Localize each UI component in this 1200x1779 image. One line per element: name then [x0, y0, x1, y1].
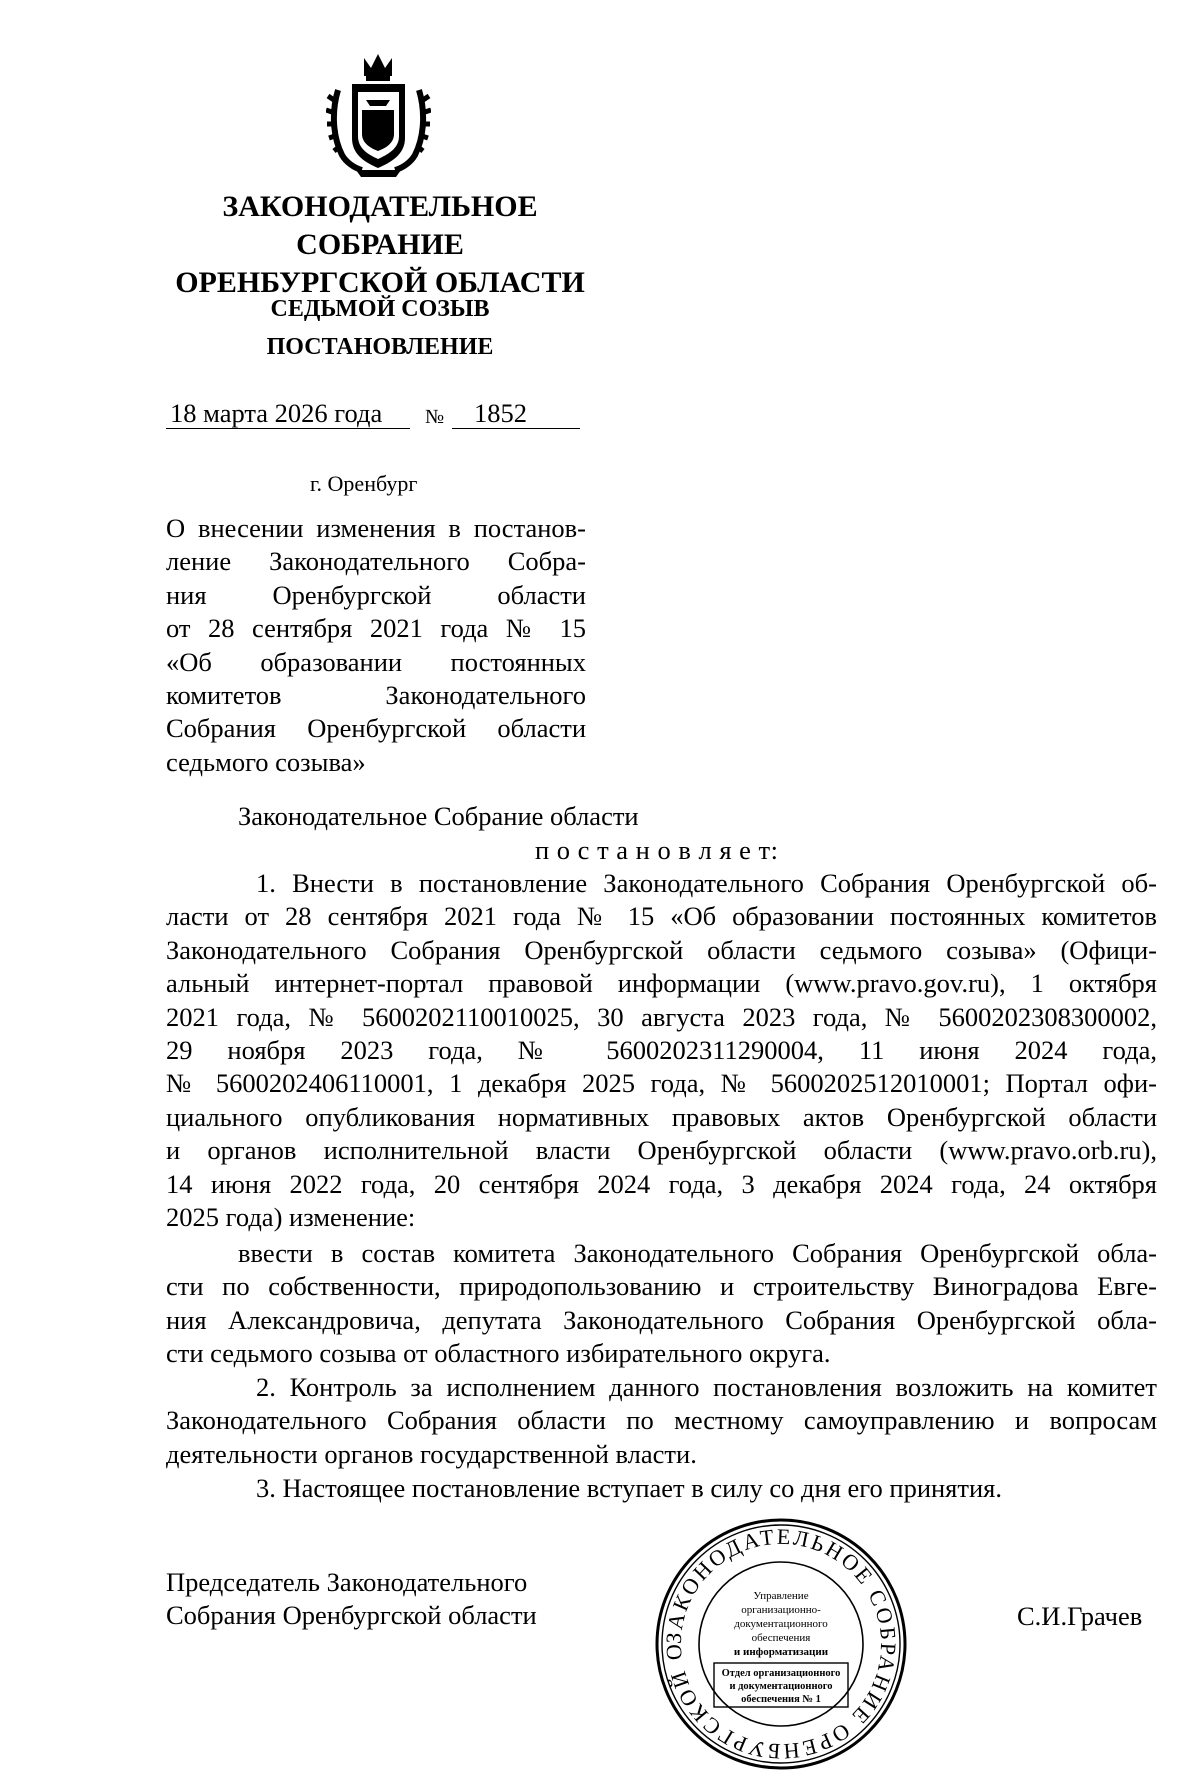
stamp-inner-line: и информатизации	[733, 1646, 829, 1658]
title-line: О внесении изменения в постанов-	[166, 513, 586, 543]
stamp-inner-line: организационно-	[741, 1604, 821, 1616]
paragraph-line: ласти от 28 сентября 2021 года № 15 «Об образовании постоянных комитетов	[166, 901, 1157, 932]
paragraph-line: 2. Контроль за исполнением данного постановления возложить на комитет	[256, 1372, 1157, 1402]
paragraph-line: 29 ноября 2023 года, № 5600202311290004, 11 июня 2024 года,	[166, 1035, 1157, 1066]
paragraph-line: 14 июня 2022 года, 20 сентября 2024 года, 3 декабря 2024 года, 24 октября	[166, 1168, 1157, 1199]
position-line2: Собрания Оренбургской области	[166, 1600, 537, 1631]
document-title	[166, 512, 586, 779]
resolves: п о с т а н о в л я е т:	[535, 835, 779, 865]
org-name-line2: СОБРАНИЕ	[296, 228, 464, 261]
paragraph-line: сти по собственности, природопользованию и строительству Виноградова Евге-	[166, 1271, 1157, 1302]
org-name-line1: ЗАКОНОДАТЕЛЬНОЕ	[222, 190, 538, 223]
coat-of-arms-emblem	[326, 50, 431, 180]
title-line: комитетов Законодательного	[166, 680, 586, 711]
paragraph-line: деятельности органов государственной власти.	[166, 1438, 697, 1469]
position-line1: Председатель Законодательного	[166, 1567, 528, 1597]
signatory-position	[166, 1566, 537, 1633]
paragraph-line: Законодательного Собрания области по местному самоуправлению и вопросам	[166, 1405, 1157, 1436]
paragraph-line: Законодательного Собрания Оренбургской области седьмого созыва» (Офици-	[166, 934, 1157, 965]
paragraph-line: и органов исполнительной власти Оренбургской области (www.pravo.orb.ru),	[166, 1135, 1157, 1166]
paragraph-line: 1. Внести в постановление Законодательного Собрания Оренбургской об-	[256, 868, 1157, 898]
title-line: «Об образовании постоянных	[166, 646, 586, 677]
stamp-inner-line: документационного	[734, 1618, 828, 1630]
title-line: от 28 сентября 2021 года № 15	[166, 613, 586, 644]
paragraph-line: 2021 года, № 5600202110010025, 30 августа 2023 года, № 5600202308300002,	[166, 1001, 1157, 1032]
title-line: седьмого созыва»	[166, 746, 366, 777]
doc-number-text: 1852	[474, 398, 527, 428]
official-stamp	[651, 1514, 911, 1774]
paragraph-line: 2025 года) изменение:	[166, 1202, 416, 1233]
paragraph-2	[166, 1371, 1157, 1471]
title-line: Собрания Оренбургской области	[166, 713, 586, 744]
city: г. Оренбург	[310, 471, 418, 496]
title-line: ление Законодательного Собра-	[166, 546, 586, 577]
number-sign: №	[425, 406, 445, 428]
preamble: Законодательное Собрание области	[238, 801, 639, 831]
paragraph-1	[166, 867, 1157, 1234]
signatory-name: С.И.Грачев	[1017, 1601, 1143, 1631]
paragraph-line: № 5600202406110001, 1 декабря 2025 года, № 5600202512010001; Портал офи-	[166, 1068, 1157, 1099]
paragraph-line: альный интернет-портал правовой информации (www.pravo.gov.ru), 1 октября	[166, 968, 1157, 999]
stamp-dept-line: Отдел организационного	[721, 1668, 841, 1679]
paragraph-1b	[166, 1237, 1157, 1371]
paragraph-3: 3. Настоящее постановление вступает в силу со дня его принятия.	[256, 1473, 1002, 1503]
convocation: СЕДЬМОЙ СОЗЫВ	[270, 296, 490, 322]
stamp-ring-textpath: ЗАКОНОДАТЕЛЬНОЕ СОБРАНИЕ ОРЕНБУРГСКОЙ О	[660, 1523, 902, 1765]
stamp-dept-line: обеспечения № 1	[741, 1694, 821, 1705]
doc-date	[166, 398, 410, 429]
stamp-dept-line: и документационного	[729, 1681, 833, 1692]
doc-type-title: ПОСТАНОВЛЕНИЕ	[266, 334, 494, 360]
doc-date-text: 18 марта 2026 года	[170, 398, 383, 428]
org-name-line3: ОРЕНБУРГСКОЙ ОБЛАСТИ	[175, 266, 585, 299]
paragraph-line: ввести в состав комитета Законодательного Собрания Оренбургской обла-	[238, 1238, 1157, 1268]
doc-number	[452, 398, 580, 429]
paragraph-line: ния Александровича, депутата Законодательного Собрания Оренбургской обла-	[166, 1304, 1157, 1335]
stamp-inner-line: Управление	[753, 1590, 809, 1602]
stamp-inner-line: обеспечения	[751, 1632, 811, 1644]
paragraph-line: циального опубликования нормативных правовых актов Оренбургской области	[166, 1101, 1157, 1132]
paragraph-line: сти седьмого созыва от областного избирательного округа.	[166, 1338, 831, 1369]
title-line: ния Оренбургской области	[166, 579, 586, 610]
